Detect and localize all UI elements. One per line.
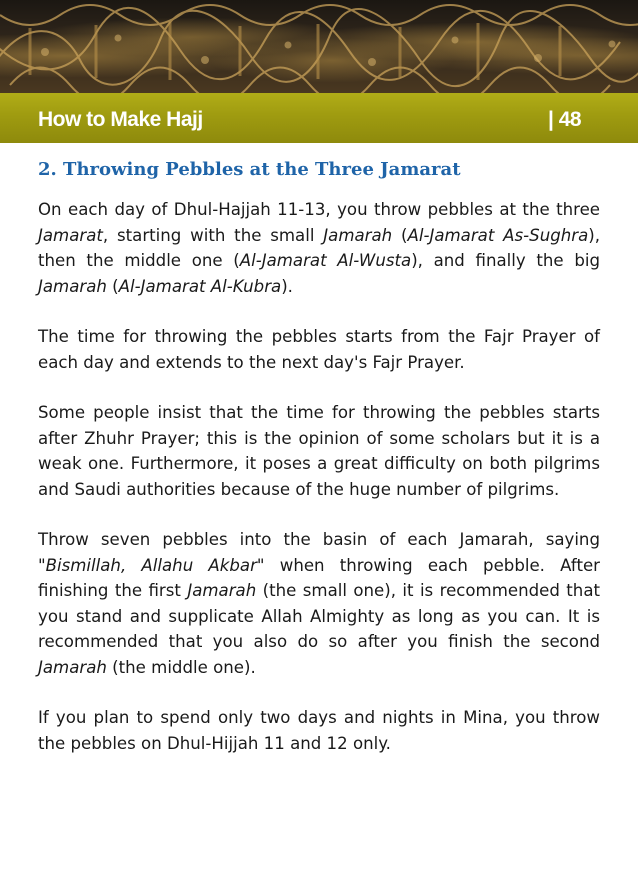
text-run: ), then the middle one ( <box>38 225 600 270</box>
italic-term: Al-Jamarat Al-Wusta <box>239 251 412 270</box>
text-run: If you plan to spend only two days and nights in Mina, you throw the pebbles on Dhul-Hijjah 11 and 12 only. <box>38 708 600 753</box>
italic-term: Al-Jamarat As-Sughra <box>407 225 589 245</box>
text-run: " when throwing each pebble. After finishing the first <box>38 555 601 600</box>
text-run: (the small one), it is recommended that you stand and supplicate Allah Almighty as long as you can. It is recommended that you also do so after you finish the second <box>38 581 600 651</box>
paragraph-jamarat-order <box>38 197 600 299</box>
italic-term: Al-Jamarat Al-Kubra <box>118 276 282 296</box>
header-title: How to Make Hajj <box>38 108 203 131</box>
body-text <box>38 197 600 781</box>
page-number: | 48 <box>548 108 582 131</box>
paragraph-zhuhr-opinion <box>38 400 600 502</box>
paragraph-throw-seven <box>38 527 600 680</box>
italic-term: "Bismillah, Allahu Akbar <box>38 555 257 575</box>
paragraph-two-days <box>38 705 600 756</box>
text-run: (the middle one). <box>106 657 256 677</box>
kiswa-banner-image <box>0 0 638 93</box>
italic-term: Jamarah <box>38 276 107 296</box>
italic-term: Jamarah <box>38 657 107 677</box>
text-run: ( <box>392 225 408 245</box>
text-run: The time for throwing the pebbles starts from the Fajr Prayer of each day and extends to the next day's Fajr Prayer. <box>38 327 600 372</box>
italic-term: Jamarah <box>323 225 393 245</box>
italic-term: Jamarat <box>38 225 103 245</box>
section-heading: 2. Throwing Pebbles at the Three Jamarat <box>38 159 461 180</box>
text-run: ), and finally the big <box>411 251 600 270</box>
text-run: , starting with the small <box>102 225 324 245</box>
text-run: ). <box>281 276 293 296</box>
text-run: Throw seven pebbles into the basin of each Jamarah, saying <box>38 530 600 549</box>
paragraph-timing <box>38 324 600 375</box>
calligraphy-ornament <box>0 0 638 93</box>
text-run: Some people insist that the time for throwing the pebbles starts after Zhuhr Prayer; this is the opinion of some scholars but it is a weak one. Furthermore, it poses a great difficulty on both pilgrims and Saudi authorities because of the huge number of pilgrims. <box>38 403 600 499</box>
text-run: ( <box>106 276 119 296</box>
italic-term: Jamarah <box>187 581 257 600</box>
text-run: On each day of Dhul-Hajjah 11-13, you throw pebbles at the three <box>38 200 600 219</box>
